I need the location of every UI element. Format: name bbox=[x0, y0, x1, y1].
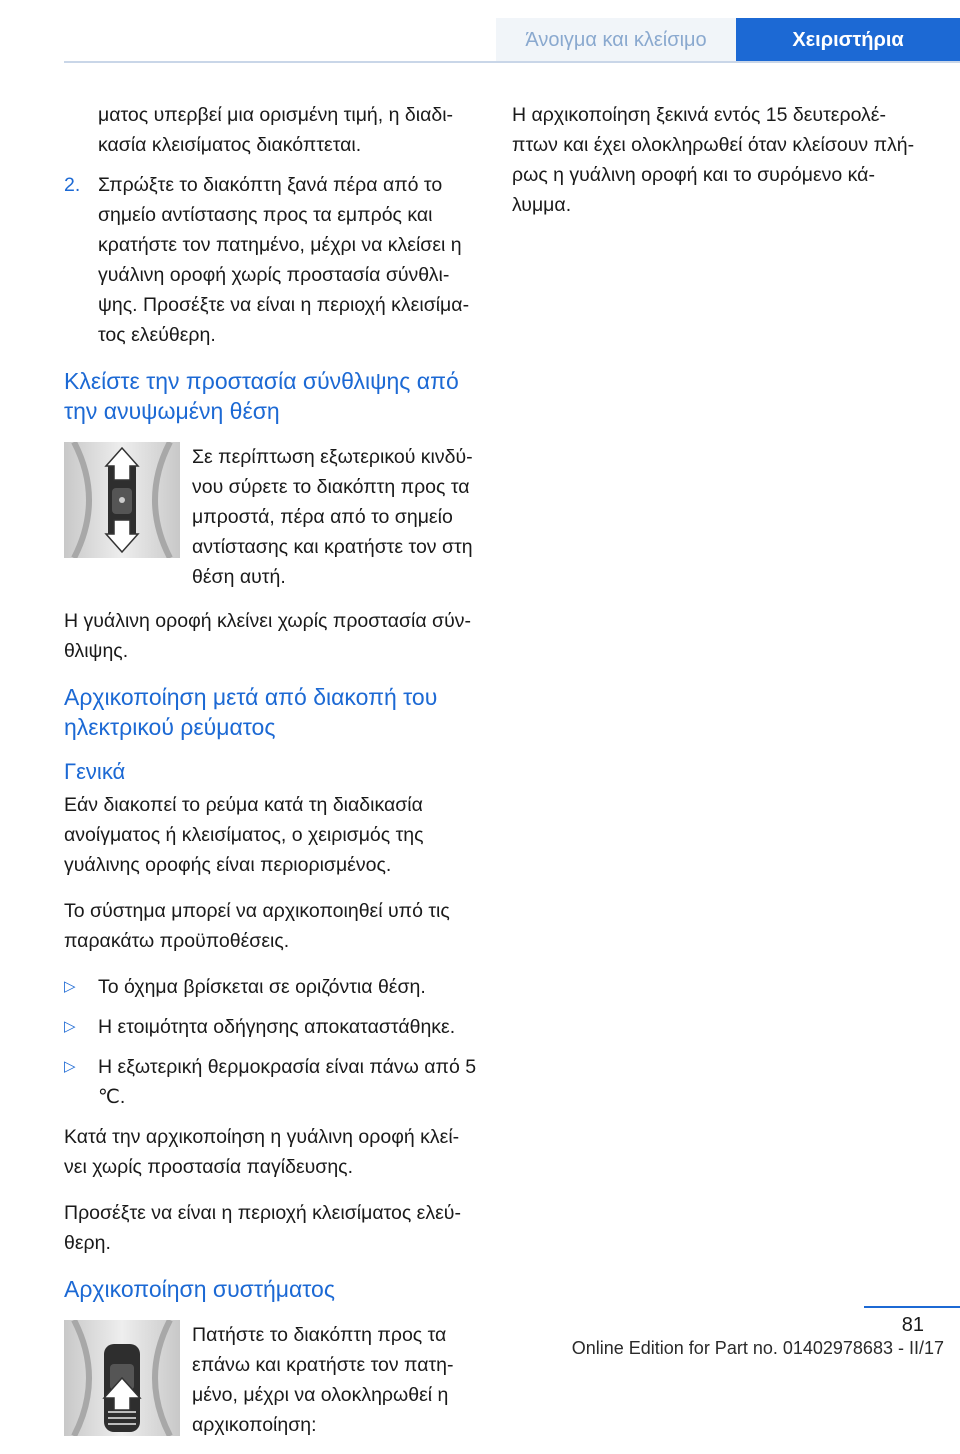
switch-push-up-illustration bbox=[64, 1320, 180, 1436]
edition-footer: Online Edition for Part no. 01402978683 - II/17 bbox=[571, 1338, 944, 1358]
triangle-bullet-icon: ▷ bbox=[64, 978, 76, 995]
init-note-paragraph-1: Κατά την αρχικοποίηση η γυάλινη οροφή κλεί-νει χωρίς προστασία παγίδευσης. bbox=[64, 1126, 460, 1178]
general-paragraph-1: Εάν διακοπεί το ρεύμα κατά τη διαδικασία ανοίγματος ή κλεισίματος, ο χειρισμός της γυάλινης οροφής είναι περιορισμένος. bbox=[64, 794, 424, 876]
heading-system-init: Αρχικοποίηση συστήματος bbox=[64, 1276, 335, 1302]
switch-push-forward-illustration bbox=[64, 442, 180, 558]
init-note-paragraph-2: Προσέξτε να είναι η περιοχή κλεισίματος ελεύ-θερη. bbox=[64, 1202, 461, 1254]
roof-switch-up-icon bbox=[64, 1320, 180, 1436]
triangle-bullet-icon: ▷ bbox=[64, 1058, 76, 1075]
heading-general: Γενικά bbox=[64, 759, 126, 784]
step-item bbox=[64, 170, 480, 350]
system-init-instruction-text: Πατήστε το διακόπτη προς τα επάνω και κρατήστε τον πατη-μένο, μέχρι να ολοκληρωθεί η αρχικοποίηση: bbox=[192, 1324, 454, 1436]
right-column bbox=[512, 100, 928, 236]
close-instruction-text: Σε περίπτωση εξωτερικού κινδύ-νου σύρετε το διακόπτη προς τα μπροστά, πέρα από το σημείο αντίστασης και κρατήστε τον στη θέση αυτή. bbox=[192, 446, 473, 588]
step-number: 2. bbox=[64, 174, 81, 196]
section-tab[interactable]: Χειριστήρια bbox=[736, 18, 960, 62]
close-result-paragraph: Η γυάλινη οροφή κλείνει χωρίς προστασία σύν-θλιψης. bbox=[64, 610, 471, 662]
chapter-tab[interactable]: Άνοιγμα και κλείσιμο bbox=[496, 18, 736, 62]
list-item-text: Η ετοιμότητα οδήγησης αποκαταστάθηκε. bbox=[98, 1016, 456, 1038]
roof-switch-forward-icon bbox=[64, 442, 180, 558]
step-text: Σπρώξτε το διακόπτη ξανά πέρα από το σημείο αντίστασης προς τα εμπρός και κρατήστε τον πατημένο, μέχρι να κλείσει η γυάλινη οροφή χωρίς προστασία σύνθλι-ψης. Προσέξτε να είναι η περιοχή κλεισίμα-τος ελεύθερη. bbox=[98, 174, 470, 346]
figure-row-init bbox=[64, 1320, 480, 1440]
heading-close-protection: Κλείστε την προστασία σύνθλιψης από την ανυψωμένη θέση bbox=[64, 368, 459, 424]
conditions-list bbox=[64, 972, 480, 1112]
general-paragraph-2: Το σύστημα μπορεί να αρχικοποιηθεί υπό τις παρακάτω προϋποθέσεις. bbox=[64, 900, 450, 952]
header-divider bbox=[64, 61, 960, 63]
list-item-text: Η εξωτερική θερμοκρασία είναι πάνω από 5 ℃. bbox=[98, 1056, 477, 1108]
footer-divider bbox=[864, 1306, 960, 1308]
heading-initialization: Αρχικοποίηση μετά από διακοπή του ηλεκτρικού ρεύματος bbox=[64, 684, 438, 740]
list-item-text: Το όχημα βρίσκεται σε οριζόντια θέση. bbox=[98, 976, 426, 998]
triangle-bullet-icon: ▷ bbox=[64, 1018, 76, 1035]
figure-row-close bbox=[64, 442, 480, 592]
list-item bbox=[64, 972, 480, 1002]
continued-paragraph: ματος υπερβεί μια ορισμένη τιμή, η διαδι-κασία κλεισίματος διακόπτεται. bbox=[98, 104, 454, 156]
left-column bbox=[64, 100, 480, 1454]
init-duration-paragraph: Η αρχικοποίηση ξεκινά εντός 15 δευτερολέ-πτων και έχει ολοκληρωθεί όταν κλείσουν πλή-ρως η γυάλινη οροφή και το συρόμενο κά-λυμμα. bbox=[512, 104, 915, 216]
list-item bbox=[64, 1012, 480, 1042]
list-item bbox=[64, 1052, 480, 1112]
page-number: 81 bbox=[901, 1314, 924, 1336]
page-header bbox=[0, 0, 960, 62]
